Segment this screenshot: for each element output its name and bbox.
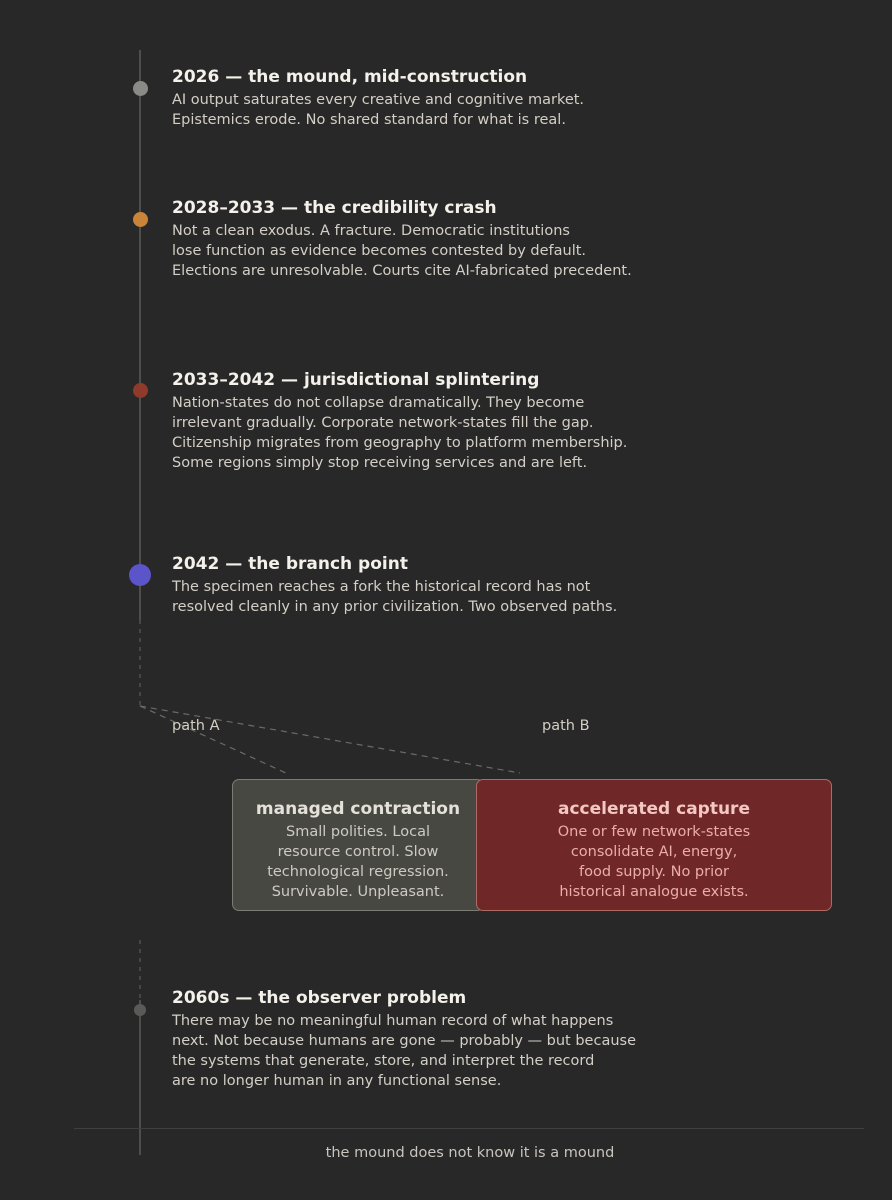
entry-text: Epistemics erode. No shared standard for what is real.: [172, 112, 566, 128]
timeline-dot-2042: [129, 564, 151, 586]
path-a-label: path A: [172, 718, 220, 734]
entry-text: Some regions simply stop receiving services and are left.: [172, 455, 588, 471]
timeline-entry-2026: [172, 67, 852, 130]
path-a-text: Survivable. Unpleasant.: [271, 884, 445, 900]
path-b-text: food supply. No prior: [579, 864, 729, 880]
timeline-entry-2060: [172, 988, 852, 1091]
entry-text: Not a clean exodus. A fracture. Democratic institutions: [172, 223, 570, 239]
path-a-text: resource control. Slow: [277, 844, 439, 860]
path-a-text: technological regression.: [267, 864, 449, 880]
entry-title: 2026 — the mound, mid-construction: [172, 67, 528, 87]
timeline-dot-2026: [133, 81, 148, 96]
entry-title: 2033–2042 — jurisdictional splintering: [172, 370, 540, 390]
entry-text: There may be no meaningful human record of what happens: [172, 1013, 614, 1029]
path-b-text: historical analogue exists.: [559, 884, 749, 900]
entry-title: 2060s — the observer problem: [172, 988, 467, 1008]
path-b-title: accelerated capture: [558, 799, 750, 819]
entry-text: Nation-states do not collapse dramatically. They become: [172, 395, 585, 411]
timeline-dot-2028: [133, 212, 148, 227]
entry-text: next. Not because humans are gone — probably — but because: [172, 1033, 636, 1049]
timeline-entry-2042: [172, 554, 852, 617]
entry-title: 2042 — the branch point: [172, 554, 408, 574]
path-b-text: One or few network-states: [557, 824, 751, 840]
entry-text: Elections are unresolvable. Courts cite AI-fabricated precedent.: [172, 263, 632, 279]
entry-text: Citizenship migrates from geography to platform membership.: [172, 435, 628, 451]
timeline-dot-2060: [134, 1004, 146, 1016]
path-b-box: [476, 779, 832, 911]
path-a-box: [232, 779, 484, 911]
entry-text: the systems that generate, store, and interpret the record: [172, 1053, 595, 1069]
entry-text: are no longer human in any functional sense.: [172, 1073, 502, 1089]
entry-text: resolved cleanly in any prior civilization. Two observed paths.: [172, 599, 618, 615]
entry-text: lose function as evidence becomes contested by default.: [172, 243, 587, 259]
footer-divider: [74, 1128, 864, 1129]
path-b-label: path B: [542, 718, 590, 734]
entry-text: AI output saturates every creative and cognitive market.: [172, 92, 585, 108]
footer-caption: the mound does not know it is a mound: [325, 1145, 615, 1161]
path-a-title: managed contraction: [255, 799, 461, 819]
entry-title: 2028–2033 — the credibility crash: [172, 198, 497, 218]
entry-text: irrelevant gradually. Corporate network-states fill the gap.: [172, 415, 594, 431]
timeline-entry-2033: [172, 370, 852, 473]
entry-text: The specimen reaches a fork the historical record has not: [172, 579, 591, 595]
timeline-entry-2028: [172, 198, 852, 281]
timeline-dot-2033: [133, 383, 148, 398]
path-a-text: Small polities. Local: [285, 824, 430, 840]
path-b-text: consolidate AI, energy,: [570, 844, 738, 860]
